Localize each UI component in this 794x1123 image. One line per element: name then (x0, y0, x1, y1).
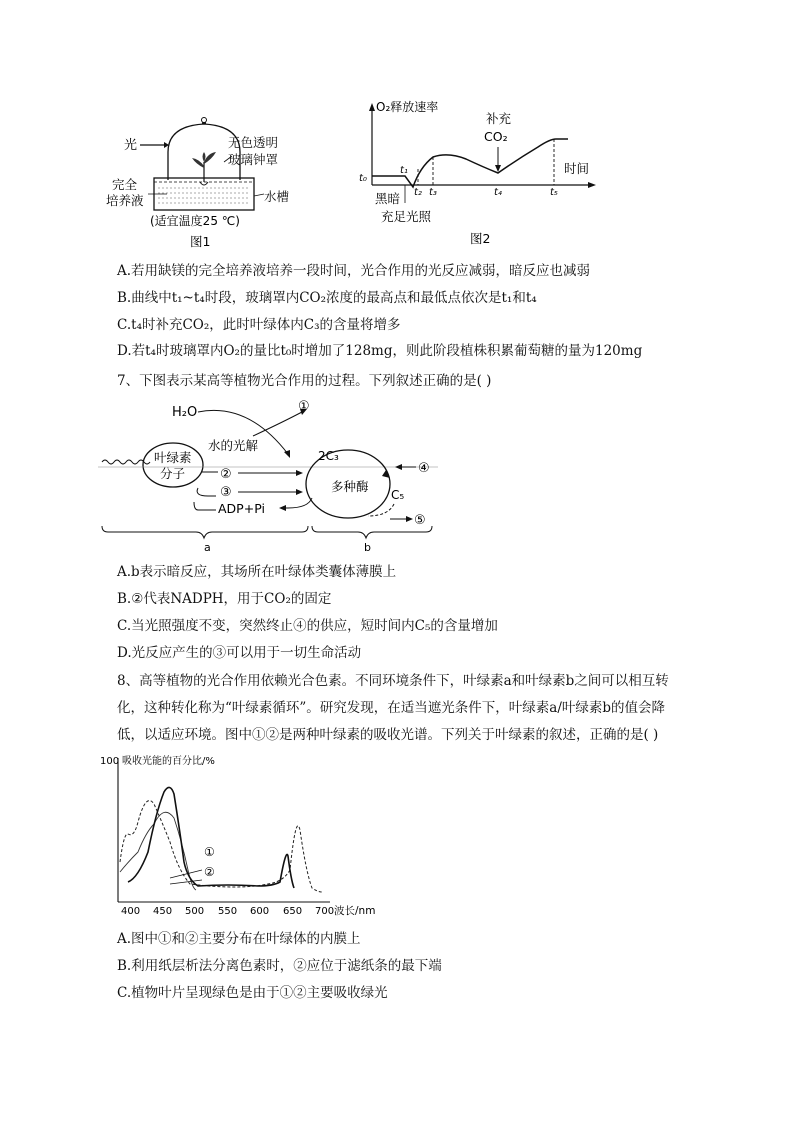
figure-2-caption: 图2 (470, 231, 491, 246)
x-tick-650: 650 (283, 906, 303, 917)
figure-absorption-spectra (98, 752, 398, 924)
number-1: ① (298, 399, 310, 414)
curve-label-2: ② (204, 865, 215, 879)
brace-a-label: a (204, 541, 211, 554)
q6-option-b: B.曲线中t₁~t₄时段，玻璃罩内CO₂浓度的最高点和最低点依次是t₁和t₄ (117, 290, 537, 306)
tick-t2: t₂ (414, 187, 422, 198)
y-axis-label: O₂释放速率 (376, 100, 439, 114)
q8-stem-line-3: 低，以适应环境。图中①②是两种叶绿素的吸收光谱。下列关于叶绿素的叙述，正确的是( ) (117, 727, 659, 743)
q7-option-c: C.当光照强度不变，突然终止④的供应，短时间内C₅的含量增加 (117, 618, 498, 634)
x-axis-label: 时间 (564, 161, 590, 176)
q6-option-c: C.t₄时补充CO₂，此时叶绿体内C₃的含量将增多 (117, 317, 401, 333)
cover-text-2: 玻璃钟罩 (228, 152, 279, 167)
q7-option-d: D.光反应产生的③可以用于一切生命活动 (117, 645, 362, 661)
number-4: ④ (418, 461, 430, 476)
q7-stem: 7、下图表示某高等植物光合作用的过程。下列叙述正确的是( ) (117, 373, 492, 389)
q8-option-b: B.利用纸层析法分离色素时，②应位于滤纸条的最下端 (117, 958, 442, 974)
number-2: ② (220, 467, 232, 482)
q8-option-a: A.图中①和②主要分布在叶绿体的内膜上 (117, 931, 361, 947)
tick-t1: t₁ (400, 165, 408, 176)
tank-text: 水槽 (264, 189, 290, 204)
q8-stem-line-2: 化，这种转化称为“叶绿素循环”。研究发现，在适当遮光条件下，叶绿素a/叶绿素b的值会降 (117, 700, 666, 716)
adp-label: ADP+Pi (218, 501, 265, 516)
supplement-label-1: 补充 (486, 111, 512, 126)
temp-label: (适宜温度25 ℃) (150, 214, 240, 228)
solution-label-2: 培养液 (106, 193, 144, 208)
c3-label: 2C₃ (318, 449, 339, 463)
dark-label: 黑暗 (375, 191, 401, 206)
figure-1-right-labels (228, 134, 278, 168)
photolysis-label: 水的光解 (208, 438, 259, 453)
q7-option-a: A.b表示暗反应，其场所在叶绿体类囊体薄膜上 (117, 564, 397, 580)
x-tick-700: 700 (315, 906, 335, 917)
figure-photosynthesis-process (98, 392, 438, 554)
x-tick-550: 550 (218, 906, 238, 917)
solution-label-1: 完全 (112, 177, 138, 192)
figure-1-bell-jar (106, 112, 272, 252)
y-axis-label: 吸收光能的百分比/% (122, 756, 215, 767)
curve-label-1: ① (204, 845, 215, 859)
chl-label-2: 分子 (160, 466, 186, 481)
number-3: ③ (220, 485, 232, 500)
q8-option-c: C.植物叶片呈现绿色是由于①②主要吸收绿光 (117, 985, 388, 1001)
q8-stem-line-1: 8、高等植物的光合作用依赖光合色素。不同环境条件下，叶绿素a和叶绿素b之间可以相互转 (117, 673, 669, 689)
tick-t3: t₃ (429, 187, 437, 198)
number-5: ⑤ (414, 513, 426, 528)
x-tick-500: 500 (185, 906, 205, 917)
x-tick-450: 450 (153, 906, 173, 917)
x-tick-600: 600 (250, 906, 270, 917)
tick-t0: t₀ (359, 173, 367, 184)
cover-text-1: 无色透明 (228, 135, 279, 150)
brace-b-label: b (364, 541, 371, 554)
x-axis-label: 波长/nm (334, 905, 376, 917)
x-axis-ticks (121, 906, 334, 917)
q6-option-d: D.若t₄时玻璃罩内O₂的量比t₀时增加了128mg，则此阶段植株积累葡萄糖的量为120mg (117, 343, 643, 359)
light-label: 光 (124, 138, 138, 153)
chl-label-1: 叶绿素 (154, 450, 192, 465)
figure-1-caption: 图1 (190, 234, 211, 249)
light-label: 充足光照 (381, 209, 432, 224)
tick-t5: t₅ (550, 187, 558, 198)
tick-t4: t₄ (494, 187, 502, 198)
q6-option-a: A.若用缺镁的完全培养液培养一段时间，光合作用的光反应减弱，暗反应也减弱 (117, 263, 591, 279)
enzymes-label: 多种酶 (331, 479, 369, 494)
c5-label: C₅ (391, 488, 405, 502)
q7-option-b: B.②代表NADPH，用于CO₂的固定 (117, 591, 332, 607)
h2o-label: H₂O (172, 405, 198, 420)
x-tick-400: 400 (121, 906, 141, 917)
y-axis-100: 100 (100, 756, 120, 767)
figure-2-o2-curve (358, 97, 598, 252)
supplement-label-2: CO₂ (484, 129, 508, 144)
